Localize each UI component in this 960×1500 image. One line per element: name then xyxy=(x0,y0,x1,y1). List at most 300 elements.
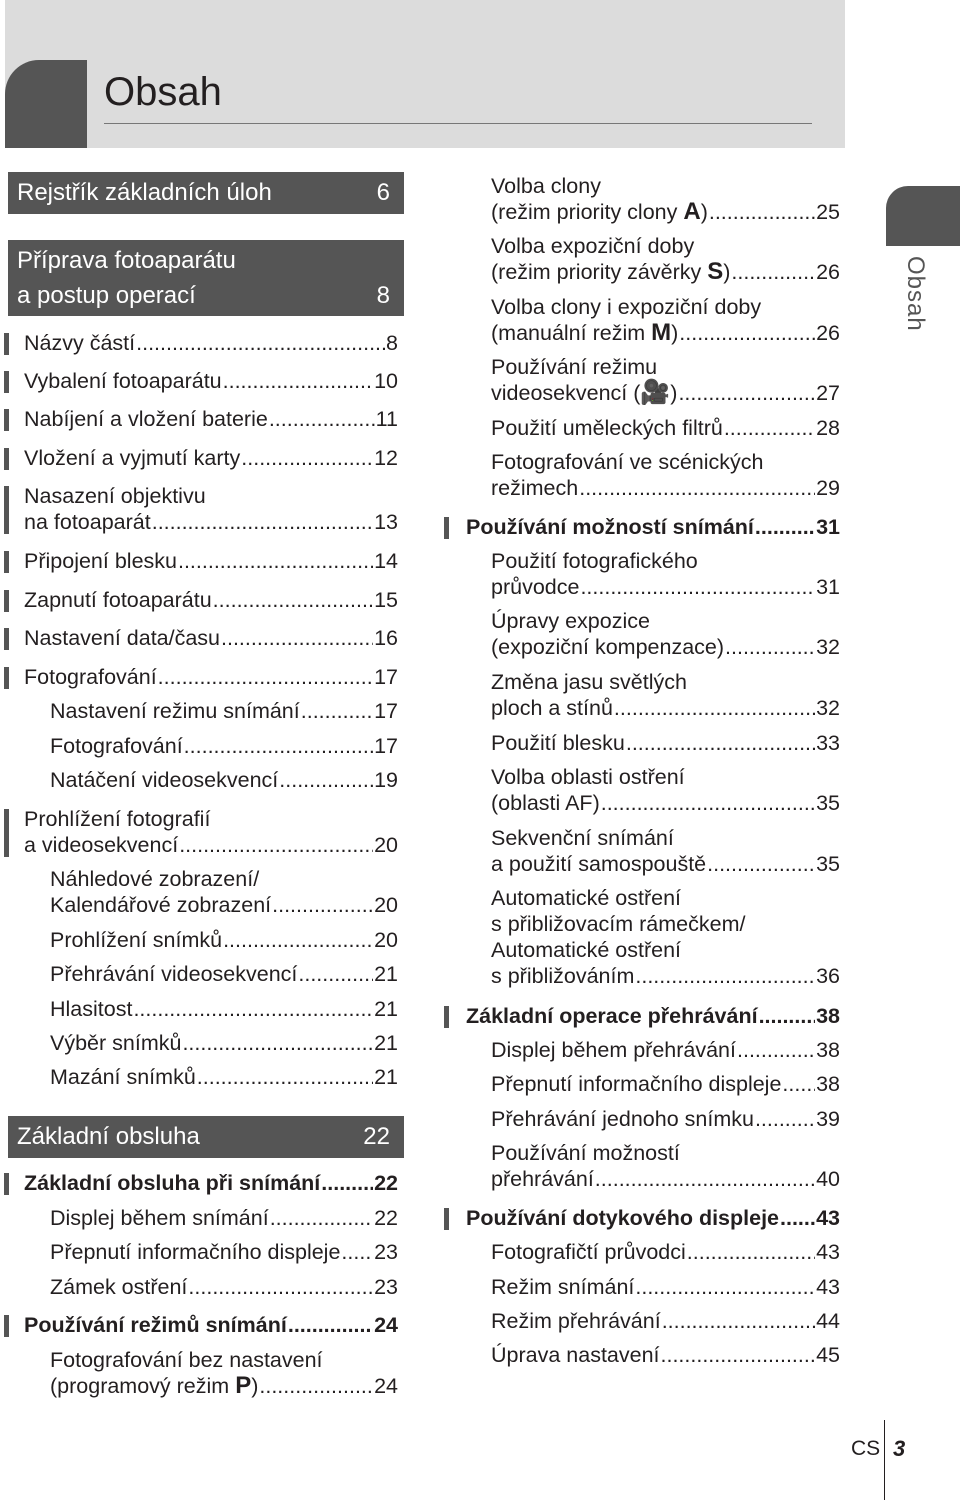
toc-entry-line xyxy=(491,1239,840,1265)
toc-entry-text: Přepnutí informačního displeje xyxy=(50,1240,341,1264)
dot-leader xyxy=(595,1166,815,1192)
toc-page-number: 17 xyxy=(374,699,398,723)
toc-entry-line xyxy=(491,1274,840,1300)
toc-entry-title xyxy=(50,961,297,987)
dot-leader xyxy=(725,634,815,660)
toc-entry[interactable] xyxy=(24,625,398,651)
toc-entry-line: s přibližovacím rámečkem/ xyxy=(491,912,746,936)
toc-page-number: 25 xyxy=(816,200,840,224)
toc-entry-line: Náhledové zobrazení/ xyxy=(50,867,260,891)
toc-entry-line xyxy=(50,698,398,724)
toc-entry-line xyxy=(50,1205,398,1231)
toc-entry[interactable] xyxy=(491,1037,840,1063)
toc-page-number: 8 xyxy=(386,331,398,355)
side-tab-label: Obsah xyxy=(902,256,929,332)
toc-entry[interactable] xyxy=(50,866,398,918)
toc-entry-text: Mazání snímků xyxy=(50,1065,196,1089)
toc-entry-text: Režim snímání xyxy=(491,1275,635,1299)
toc-entry-text-suffix: ) xyxy=(723,260,731,284)
toc-entry[interactable] xyxy=(50,1239,398,1265)
toc-entry[interactable] xyxy=(50,698,398,724)
toc-entry[interactable] xyxy=(24,406,398,432)
toc-entry-text: Přehrávání jednoho snímku xyxy=(491,1107,754,1131)
toc-entry-line xyxy=(50,1274,398,1300)
entry-marker xyxy=(4,809,9,857)
dot-leader xyxy=(241,445,373,471)
toc-page-number: 10 xyxy=(374,369,398,393)
section-heading-title: Základní obsluha xyxy=(17,1123,200,1150)
dot-leader xyxy=(782,1071,815,1097)
toc-entry[interactable] xyxy=(50,927,398,953)
toc-entry-title xyxy=(491,1071,781,1097)
toc-entry[interactable] xyxy=(491,1274,840,1300)
toc-entry-text: Používání možností snímání xyxy=(466,515,754,539)
dot-leader xyxy=(709,199,815,225)
toc-entry-text: Použití uměleckých filtrů xyxy=(491,416,723,440)
toc-entry-title xyxy=(491,320,678,346)
toc-entry-line: Volba expoziční doby xyxy=(491,234,695,258)
toc-entry-text-suffix: ) xyxy=(671,321,679,345)
toc-entry[interactable] xyxy=(24,587,398,613)
section-heading-title: a postup operací xyxy=(17,282,196,309)
toc-entry-title xyxy=(491,380,677,406)
toc-entry[interactable] xyxy=(50,996,398,1022)
toc-entry[interactable] xyxy=(491,354,840,406)
toc-page-number: 20 xyxy=(374,893,398,917)
toc-entry-line xyxy=(24,832,398,858)
toc-entry-text: a použití samospouště xyxy=(491,852,707,876)
toc-page-number: 14 xyxy=(374,549,398,573)
toc-entry[interactable] xyxy=(491,1106,840,1132)
toc-page-number: 26 xyxy=(816,260,840,284)
dot-leader xyxy=(213,587,373,613)
toc-page-number: 28 xyxy=(816,416,840,440)
dot-leader xyxy=(737,1037,815,1063)
toc-entry-text: Základní operace přehrávání xyxy=(466,1004,758,1028)
entry-marker xyxy=(4,551,9,573)
toc-entry[interactable] xyxy=(24,664,398,690)
toc-entry-line xyxy=(491,695,840,721)
toc-entry-title xyxy=(24,406,268,432)
toc-page-number: 43 xyxy=(816,1206,840,1230)
entry-marker xyxy=(4,448,9,470)
toc-entry-line xyxy=(466,1003,840,1029)
toc-entry[interactable] xyxy=(491,608,840,660)
dot-leader xyxy=(679,320,815,346)
toc-entry-text: Přepnutí informačního displeje xyxy=(491,1072,782,1096)
toc-entry-text: Režim přehrávání xyxy=(491,1309,661,1333)
toc-page-number: 20 xyxy=(374,833,398,857)
dot-leader xyxy=(288,1312,373,1338)
dot-leader xyxy=(298,961,373,987)
toc-page-number: 36 xyxy=(816,964,840,988)
side-tab xyxy=(886,186,960,246)
dot-leader xyxy=(687,1239,815,1265)
dot-leader xyxy=(188,1274,373,1300)
toc-page-number: 24 xyxy=(374,1374,398,1398)
toc-page-number: 40 xyxy=(816,1167,840,1191)
toc-entry-text-suffix: ) xyxy=(251,1374,259,1398)
section-heading xyxy=(8,1116,404,1158)
toc-entry-title xyxy=(50,1205,269,1231)
toc-entry-line: Fotografování bez nastavení xyxy=(50,1348,323,1372)
dot-leader xyxy=(136,330,385,356)
toc-entry-text: Fotografičtí průvodci xyxy=(491,1240,686,1264)
header-tab xyxy=(5,60,87,148)
toc-entry-line xyxy=(24,1170,398,1196)
dot-leader xyxy=(635,963,815,989)
toc-entry-text: Nabíjení a vložení baterie xyxy=(24,407,268,431)
toc-entry[interactable] xyxy=(24,445,398,471)
toc-entry[interactable] xyxy=(491,233,840,285)
footer-language: CS xyxy=(851,1437,881,1460)
toc-entry-text: Natáčení videosekvencí xyxy=(50,768,279,792)
toc-entry-title xyxy=(491,259,730,285)
toc-page-number: 44 xyxy=(816,1309,840,1333)
toc-page-number: 32 xyxy=(816,696,840,720)
entry-marker xyxy=(4,409,9,431)
toc-entry-text: Používání dotykového displeje xyxy=(466,1206,780,1230)
toc-entry-line xyxy=(24,587,398,613)
toc-entry-line: Sekvenční snímání xyxy=(491,826,674,850)
dot-leader xyxy=(626,730,815,756)
section-heading xyxy=(8,172,404,214)
entry-marker xyxy=(4,1173,9,1195)
section-heading xyxy=(8,240,404,316)
toc-entry-text: Nastavení data/času xyxy=(24,626,221,650)
toc-entry-line xyxy=(491,574,840,600)
dot-leader xyxy=(341,1239,373,1265)
toc-entry-text-suffix: ) xyxy=(700,200,708,224)
toc-page-number: 43 xyxy=(816,1240,840,1264)
toc-entry-text: Displej během snímání xyxy=(50,1206,269,1230)
dot-leader xyxy=(580,574,815,600)
toc-entry-title xyxy=(24,625,220,651)
toc-entry-title xyxy=(24,1312,287,1338)
toc-entry-line: Používání možností xyxy=(491,1141,680,1165)
toc-page-number: 35 xyxy=(816,852,840,876)
toc-entry-text: Použití blesku xyxy=(491,731,625,755)
toc-entry[interactable] xyxy=(24,330,398,356)
mode-icon: S xyxy=(707,258,724,285)
toc-entry-text: Úprava nastavení xyxy=(491,1343,660,1367)
toc-page-number: 11 xyxy=(375,407,398,431)
toc-entry[interactable] xyxy=(491,1342,840,1368)
toc-page-number: 33 xyxy=(816,731,840,755)
toc-entry[interactable] xyxy=(466,514,840,540)
toc-page-number: 26 xyxy=(816,321,840,345)
toc-entry-line xyxy=(50,1239,398,1265)
dot-leader xyxy=(272,892,373,918)
toc-page-number: 31 xyxy=(816,515,840,539)
toc-page-number: 43 xyxy=(816,1275,840,1299)
toc-entry-line xyxy=(24,664,398,690)
toc-entry[interactable] xyxy=(466,1003,840,1029)
dot-leader xyxy=(614,695,815,721)
entry-marker xyxy=(4,486,9,534)
toc-page-number: 22 xyxy=(374,1206,398,1230)
toc-page-number: 23 xyxy=(374,1240,398,1264)
toc-entry-title xyxy=(50,892,271,918)
toc-entry-line xyxy=(466,1205,840,1231)
toc-page-number: 31 xyxy=(816,575,840,599)
toc-entry-line xyxy=(491,963,840,989)
toc-entry[interactable] xyxy=(24,1312,398,1338)
toc-entry-title xyxy=(466,514,754,540)
toc-page-number: 13 xyxy=(374,510,398,534)
entry-marker xyxy=(4,371,9,393)
dot-leader xyxy=(661,1342,816,1368)
toc-entry-title xyxy=(50,1239,340,1265)
toc-entry-line xyxy=(491,259,840,285)
toc-entry-text: Základní obsluha při snímání xyxy=(24,1171,321,1195)
toc-entry-text: Zámek ostření xyxy=(50,1275,188,1299)
toc-entry[interactable] xyxy=(50,1205,398,1231)
toc-page-number: 22 xyxy=(374,1171,398,1195)
toc-entry-line xyxy=(24,406,398,432)
toc-entry-text: Prohlížení snímků xyxy=(50,928,223,952)
toc-entry[interactable] xyxy=(50,1030,398,1056)
toc-entry-text: Vybalení fotoaparátu xyxy=(24,369,222,393)
toc-entry-line xyxy=(50,996,398,1022)
toc-entry[interactable] xyxy=(491,415,840,441)
dot-leader xyxy=(221,625,373,651)
toc-entry-text: průvodce xyxy=(491,575,580,599)
toc-page-number: 20 xyxy=(374,928,398,952)
toc-page-number: 21 xyxy=(374,962,398,986)
entry-marker xyxy=(444,1006,449,1028)
toc-entry-text: na fotoaparát xyxy=(24,510,151,534)
toc-entry-text: Kalendářové zobrazení xyxy=(50,893,272,917)
dot-leader xyxy=(158,664,373,690)
toc-entry-text: Zapnutí fotoaparátu xyxy=(24,588,212,612)
header-rule xyxy=(104,123,812,124)
toc-entry[interactable] xyxy=(50,767,398,793)
toc-entry-line xyxy=(491,320,840,346)
toc-entry[interactable] xyxy=(466,1205,840,1231)
toc-entry[interactable] xyxy=(491,764,840,816)
toc-entry-line: Volba clony xyxy=(491,174,601,198)
toc-entry-title xyxy=(24,548,177,574)
dot-leader xyxy=(152,509,373,535)
toc-entry[interactable] xyxy=(24,548,398,574)
toc-entry[interactable] xyxy=(24,806,398,858)
toc-page-number: 21 xyxy=(374,997,398,1021)
toc-entry[interactable] xyxy=(491,825,840,877)
toc-entry-title xyxy=(50,1064,196,1090)
toc-entry-line xyxy=(491,730,840,756)
toc-entry[interactable] xyxy=(50,1064,398,1090)
toc-page-number: 32 xyxy=(816,635,840,659)
toc-entry-title xyxy=(50,1274,187,1300)
toc-entry[interactable] xyxy=(24,1170,398,1196)
toc-entry-title xyxy=(491,1274,634,1300)
toc-entry-title xyxy=(491,475,578,501)
toc-entry-text: Fotografování xyxy=(50,734,183,758)
section-heading-page: 6 xyxy=(376,179,390,206)
toc-entry[interactable] xyxy=(50,961,398,987)
toc-entry-text: Přehrávání videosekvencí xyxy=(50,962,298,986)
toc-entry-title xyxy=(50,927,222,953)
dot-leader xyxy=(279,767,373,793)
toc-entry-text: Fotografování xyxy=(24,665,157,689)
toc-entry-line xyxy=(50,892,398,918)
toc-entry-text: ploch a stínů xyxy=(491,696,613,720)
dot-leader xyxy=(133,996,373,1022)
dot-leader xyxy=(223,368,373,394)
entry-marker xyxy=(4,333,9,355)
toc-page-number: 27 xyxy=(816,381,840,405)
toc-entry-line: Automatické ostření xyxy=(491,886,682,910)
dot-leader xyxy=(579,475,815,501)
toc-entry-title xyxy=(491,730,625,756)
entry-marker xyxy=(4,628,9,650)
dot-leader xyxy=(270,1205,373,1231)
toc-entry-line xyxy=(50,1064,398,1090)
toc-entry-line xyxy=(24,368,398,394)
toc-page-number: 35 xyxy=(816,791,840,815)
dot-leader xyxy=(707,851,815,877)
toc-entry[interactable] xyxy=(491,294,840,346)
toc-entry-text: (expoziční kompenzace) xyxy=(491,635,725,659)
toc-entry-text: Hlasitost xyxy=(50,997,133,1021)
mode-icon: P xyxy=(235,1372,252,1399)
toc-entry-line xyxy=(491,851,840,877)
toc-page-number: 19 xyxy=(374,768,398,792)
toc-entry-text: Připojení blesku xyxy=(24,549,177,573)
toc-entry-title xyxy=(24,832,178,858)
toc-entry[interactable] xyxy=(50,1347,398,1399)
toc-entry-text: (režim priority závěrky xyxy=(491,260,708,284)
toc-entry[interactable] xyxy=(491,885,840,989)
toc-entry-line xyxy=(50,927,398,953)
toc-page-number: 21 xyxy=(374,1065,398,1089)
toc-page-number: 45 xyxy=(816,1343,840,1367)
toc-entry-text: přehrávání xyxy=(491,1167,594,1191)
toc-entry-text: a videosekvencí xyxy=(24,833,179,857)
toc-entry-title xyxy=(491,1239,686,1265)
toc-entry-title xyxy=(491,963,634,989)
toc-entry-title xyxy=(491,790,600,816)
toc-entry-line xyxy=(491,634,840,660)
toc-page-number: 17 xyxy=(374,665,398,689)
dot-leader xyxy=(780,1205,815,1231)
mode-icon: 🎥 xyxy=(640,379,671,406)
toc-entry-text: Výběr snímků xyxy=(50,1031,182,1055)
toc-entry-text: (režim priority clony xyxy=(491,200,684,224)
toc-entry-title xyxy=(50,733,183,759)
toc-entry[interactable] xyxy=(491,173,840,225)
toc-entry[interactable] xyxy=(491,730,840,756)
toc-entry[interactable] xyxy=(491,1239,840,1265)
section-heading-title: Rejstřík základních úloh xyxy=(17,179,272,206)
toc-entry-text: (manuální režim xyxy=(491,321,652,345)
toc-entry-line xyxy=(491,475,840,501)
dot-leader xyxy=(759,1003,816,1029)
toc-entry-title xyxy=(491,634,724,660)
toc-entry-title xyxy=(24,1170,320,1196)
toc-entry-title xyxy=(50,1030,181,1056)
toc-entry-text: videosekvencí ( xyxy=(491,381,641,405)
toc-entry[interactable] xyxy=(50,1274,398,1300)
toc-entry[interactable] xyxy=(50,733,398,759)
section-heading-title: Příprava fotoaparátu xyxy=(17,247,236,274)
toc-entry-text: (programový režim xyxy=(50,1374,236,1398)
toc-entry-line xyxy=(491,1037,840,1063)
toc-entry-line xyxy=(50,961,398,987)
toc-entry-line: Použití fotografického xyxy=(491,549,698,573)
toc-entry-text: Displej během přehrávání xyxy=(491,1038,736,1062)
toc-entry-text: režimech xyxy=(491,476,579,500)
toc-entry-title xyxy=(24,445,240,471)
toc-entry[interactable] xyxy=(491,1140,840,1192)
entry-marker xyxy=(4,667,9,689)
toc-entry[interactable] xyxy=(491,1308,840,1334)
toc-entry-line xyxy=(50,733,398,759)
toc-entry-title xyxy=(491,1106,754,1132)
toc-page-number: 12 xyxy=(374,446,398,470)
toc-entry-title xyxy=(24,664,157,690)
toc-entry-line xyxy=(24,509,398,535)
dot-leader xyxy=(635,1274,815,1300)
footer-divider xyxy=(884,1420,885,1500)
toc-entry-text: Názvy částí xyxy=(24,331,136,355)
dot-leader xyxy=(755,1106,815,1132)
toc-entry-title xyxy=(491,851,706,877)
toc-page-number: 38 xyxy=(816,1072,840,1096)
toc-entry-title xyxy=(50,996,132,1022)
toc-page-number: 16 xyxy=(374,626,398,650)
mode-icon: A xyxy=(683,198,701,225)
page-title: Obsah xyxy=(104,70,222,114)
toc-entry-line xyxy=(491,790,840,816)
toc-entry-title xyxy=(491,199,708,225)
toc-entry-line: Fotografování ve scénických xyxy=(491,450,764,474)
toc-entry-line xyxy=(24,548,398,574)
toc-entry[interactable] xyxy=(491,449,840,501)
dot-leader xyxy=(184,733,373,759)
toc-entry[interactable] xyxy=(24,368,398,394)
toc-page-number: 38 xyxy=(816,1038,840,1062)
toc-entry-text: s přibližováním xyxy=(491,964,635,988)
toc-page-number: 29 xyxy=(816,476,840,500)
toc-entry-title xyxy=(24,587,212,613)
toc-entry-title xyxy=(491,1037,736,1063)
toc-entry[interactable] xyxy=(491,548,840,600)
toc-entry-line: Volba clony i expoziční doby xyxy=(491,295,762,319)
toc-entry-line xyxy=(50,1373,398,1399)
dot-leader xyxy=(731,259,815,285)
toc-entry-line xyxy=(491,380,840,406)
toc-entry-text: Vložení a vyjmutí karty xyxy=(24,446,241,470)
entry-marker xyxy=(444,517,449,539)
dot-leader xyxy=(223,927,373,953)
toc-entry-line xyxy=(24,1312,398,1338)
dot-leader xyxy=(269,406,375,432)
toc-entry-line xyxy=(491,415,840,441)
toc-entry[interactable] xyxy=(24,483,398,535)
dot-leader xyxy=(601,790,815,816)
toc-page-number: 21 xyxy=(374,1031,398,1055)
toc-entry-line: Volba oblasti ostření xyxy=(491,765,685,789)
toc-entry[interactable] xyxy=(491,1071,840,1097)
mode-icon: M xyxy=(651,319,672,346)
toc-entry-line xyxy=(491,1308,840,1334)
toc-entry-line xyxy=(50,767,398,793)
toc-entry-line xyxy=(491,199,840,225)
toc-entry[interactable] xyxy=(491,669,840,721)
dot-leader xyxy=(301,698,373,724)
